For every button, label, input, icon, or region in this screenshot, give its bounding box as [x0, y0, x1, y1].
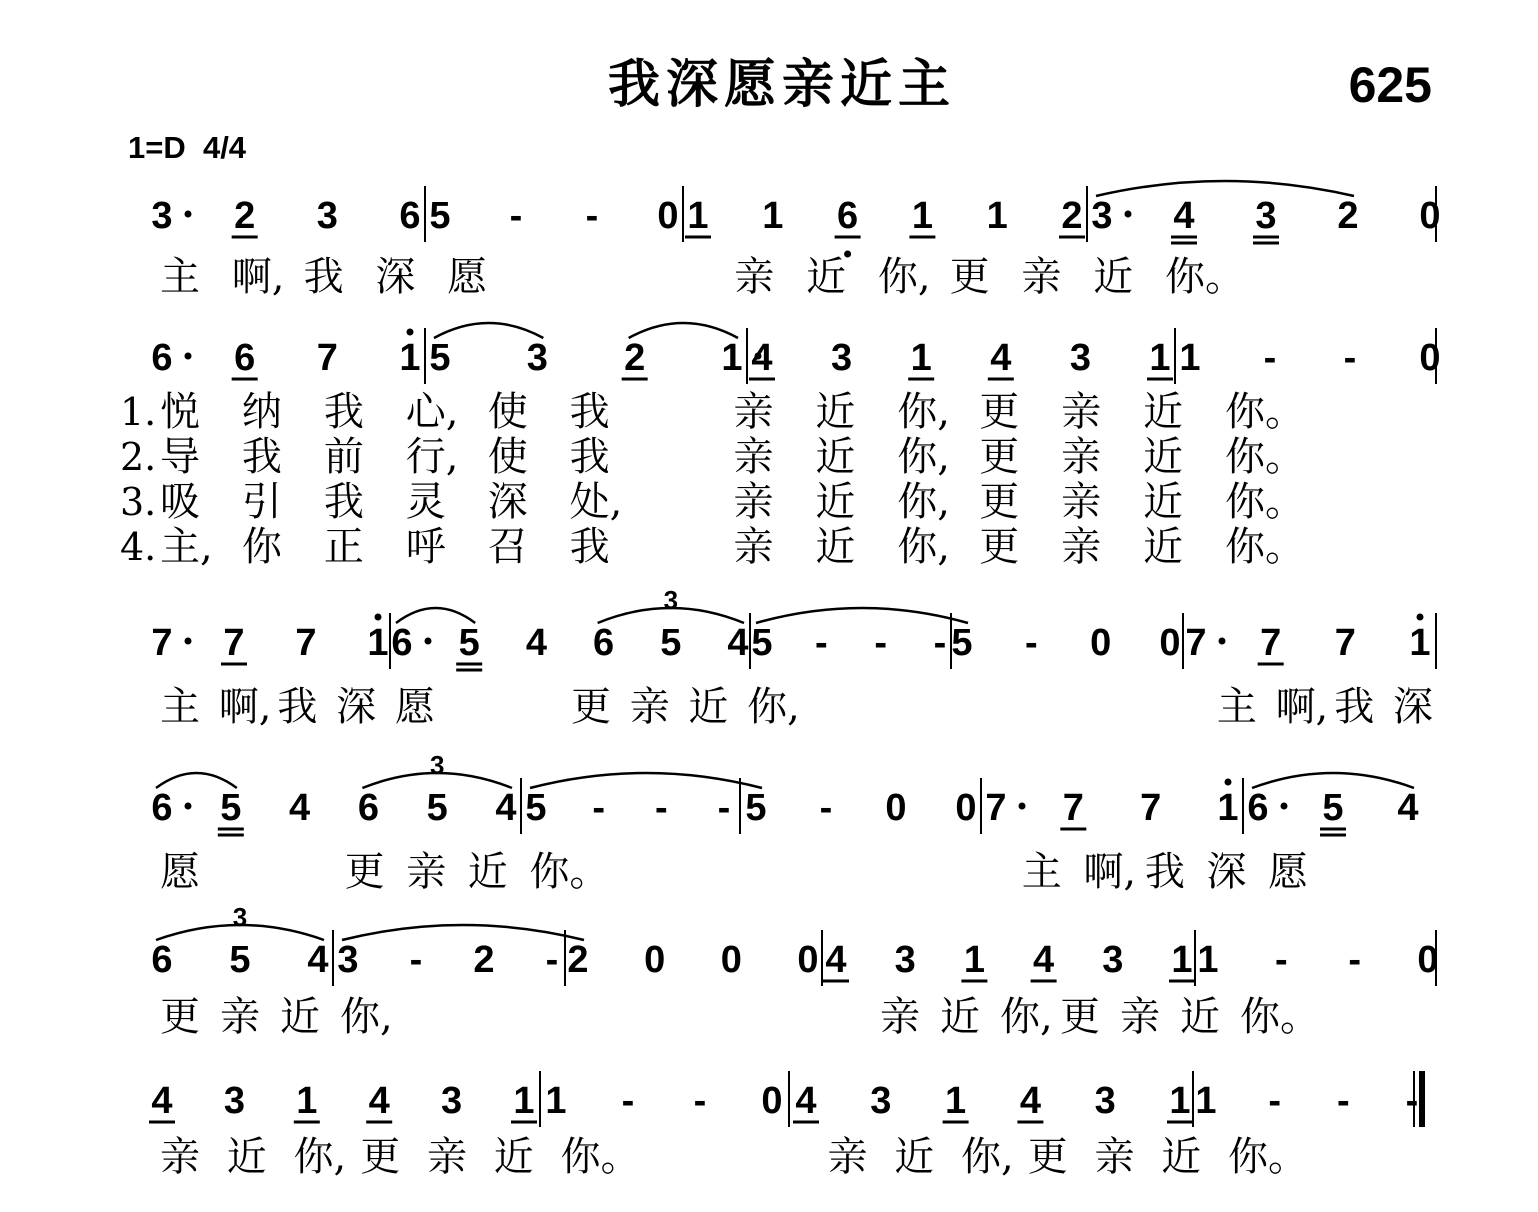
lyric-syllable: 你。	[1165, 254, 1245, 300]
note: -	[1275, 939, 1288, 981]
note: -	[815, 622, 828, 664]
system-6	[149, 1071, 1422, 1180]
note: -	[409, 939, 423, 981]
note: 5	[951, 622, 973, 664]
lyric-syllable: 纳	[241, 389, 282, 435]
note: 2	[1337, 195, 1359, 237]
augmentation-dot	[185, 353, 192, 360]
verse-number: 3.	[120, 480, 157, 524]
slur	[434, 323, 543, 338]
lyric-syllable: 呼	[405, 524, 446, 570]
note: 3	[223, 1080, 245, 1122]
verse-number: 2.	[120, 435, 157, 479]
lyric-syllable: 近	[1161, 1134, 1202, 1180]
note: 7	[985, 787, 1007, 829]
note: 1	[910, 337, 932, 379]
note: 3	[526, 337, 548, 379]
lyric-syllable: 你。	[1225, 389, 1305, 435]
note: -	[545, 939, 559, 981]
lyric-syllable: 近	[226, 1134, 267, 1180]
octave-dot-high	[1417, 614, 1424, 621]
lyric-syllable: 我	[1144, 849, 1185, 895]
note: -	[1025, 622, 1038, 664]
lyric-syllable: 你。	[529, 849, 610, 895]
note: 5	[229, 939, 251, 981]
note: 3	[831, 337, 853, 379]
lyric-syllable: 近	[688, 684, 729, 730]
lyric-syllable: 召	[487, 524, 528, 570]
note: 4	[990, 337, 1012, 379]
note: 7	[1185, 622, 1207, 664]
lyric-syllable: 引	[241, 479, 282, 525]
note: -	[874, 622, 887, 664]
lyric-syllable: 深	[487, 479, 528, 525]
note: 5	[458, 622, 480, 664]
system-4	[151, 750, 1418, 895]
lyric-syllable: 你。	[1228, 1134, 1308, 1180]
note: 1	[545, 1080, 567, 1122]
lyric-syllable: 更	[160, 994, 200, 1040]
note: 1	[296, 1080, 318, 1122]
augmentation-dot	[185, 211, 192, 218]
lyric-syllable: 愿	[447, 254, 488, 300]
triplet-mark: 3	[232, 902, 248, 932]
lyric-syllable: 主	[1021, 849, 1062, 895]
note: 2	[473, 939, 495, 981]
lyric-syllable: 亲	[427, 1134, 467, 1180]
lyric-syllable: 亲	[1061, 479, 1102, 525]
octave-dot-high	[1225, 779, 1232, 786]
note: 6	[357, 787, 379, 829]
lyric-syllable: 啊,	[231, 254, 285, 300]
lyric-syllable: 你,	[1000, 994, 1053, 1040]
lyric-syllable: 啊,	[1275, 684, 1329, 730]
note: -	[1263, 337, 1277, 379]
lyric-syllable: 近	[1180, 994, 1220, 1040]
lyric-syllable: 心,	[405, 389, 459, 435]
lyric-syllable: 近	[815, 524, 856, 570]
note: 3	[870, 1080, 892, 1122]
note: 1	[986, 195, 1008, 237]
lyric-syllable: 灵	[405, 479, 446, 525]
lyric-syllable: 近	[1143, 479, 1184, 525]
key-signature: 1=D 4/4	[128, 130, 247, 165]
note: 7	[1062, 787, 1084, 829]
lyric-syllable: 啊,	[218, 684, 272, 730]
lyric-syllable: 亲	[160, 1134, 200, 1180]
hymn-title: 我深愿亲近主	[607, 54, 957, 115]
lyric-syllable: 亲	[733, 389, 774, 435]
note: 4	[751, 337, 773, 379]
note: 0	[644, 939, 666, 981]
lyric-syllable: 更	[1060, 994, 1100, 1040]
lyric-syllable: 你,	[897, 434, 951, 480]
note: 1	[367, 622, 389, 664]
note: 1	[911, 195, 933, 237]
lyric-syllable: 亲	[1021, 254, 1062, 300]
note: -	[592, 787, 605, 829]
note: 7	[223, 622, 245, 664]
lyric-syllable: 你,	[877, 254, 931, 300]
note: 1	[513, 1080, 535, 1122]
note: 3	[894, 939, 916, 981]
lyric-syllable: 愿	[394, 684, 435, 730]
note: 5	[751, 622, 773, 664]
note: 5	[220, 787, 242, 829]
note: 1	[1409, 622, 1431, 664]
lyric-syllable: 更	[979, 479, 1020, 525]
lyric-syllable: 更	[979, 434, 1020, 480]
note: -	[655, 787, 668, 829]
lyric-syllable: 亲	[734, 254, 775, 300]
note: 1	[963, 939, 985, 981]
lyric-syllable: 亲	[1094, 1134, 1135, 1180]
slur	[396, 608, 475, 623]
note: 1	[399, 337, 421, 379]
note: 4	[151, 1080, 173, 1122]
note: 4	[1397, 787, 1419, 829]
note: -	[1268, 1080, 1281, 1122]
note: 3	[151, 195, 173, 237]
lyric-syllable: 更	[344, 849, 385, 895]
lyric-syllable: 处,	[569, 479, 623, 525]
augmentation-dot	[1125, 211, 1132, 218]
lyric-syllable: 你,	[747, 684, 800, 730]
note: 0	[1090, 622, 1112, 664]
note: 7	[295, 622, 317, 664]
note: 1	[1217, 787, 1239, 829]
note: 5	[1322, 787, 1344, 829]
system-5	[151, 902, 1438, 1040]
note: 3	[441, 1080, 463, 1122]
lyric-syllable: 我	[277, 684, 318, 730]
lyric-syllable: 我	[241, 434, 282, 480]
note: 1	[762, 195, 784, 237]
note: 5	[426, 787, 448, 829]
note: -	[1343, 337, 1357, 379]
augmentation-dot	[1019, 803, 1026, 810]
lyric-syllable: 近	[815, 389, 856, 435]
lyric-syllable: 近	[806, 254, 847, 300]
lyric-syllable: 正	[323, 524, 364, 570]
lyric-syllable: 你,	[340, 994, 393, 1040]
note: 0	[955, 787, 977, 829]
note: -	[1405, 1080, 1419, 1122]
system-3	[151, 585, 1436, 730]
lyric-syllable: 我	[569, 389, 610, 435]
note: 4	[825, 939, 847, 981]
lyric-syllable: 我	[323, 389, 364, 435]
lyric-syllable: 你,	[897, 479, 951, 525]
lyric-syllable: 亲	[629, 684, 670, 730]
lyric-syllable: 主	[1216, 684, 1257, 730]
note: 3	[1091, 195, 1113, 237]
lyric-syllable: 近	[940, 994, 980, 1040]
note: 6	[837, 195, 859, 237]
note: 6	[234, 337, 256, 379]
lyric-syllable: 更	[571, 684, 611, 730]
lyric-syllable: 愿	[1268, 849, 1308, 895]
lyric-syllable: 深	[1206, 849, 1247, 895]
note: 1	[1195, 1080, 1217, 1122]
lyric-syllable: 主,	[160, 524, 213, 570]
music-systems	[120, 181, 1441, 1180]
lyric-syllable: 更	[360, 1134, 401, 1180]
note: 6	[1247, 787, 1269, 829]
note: 1	[1149, 337, 1171, 379]
lyric-syllable: 你,	[897, 524, 951, 570]
note: 4	[1033, 939, 1055, 981]
note: 6	[399, 195, 421, 237]
note: 5	[429, 195, 451, 237]
lyric-syllable: 近	[815, 434, 856, 480]
note: 6	[151, 939, 173, 981]
lyric-syllable: 深	[375, 254, 416, 300]
slur	[342, 925, 584, 940]
note: 6	[151, 337, 173, 379]
note: 7	[1260, 622, 1282, 664]
slur	[156, 773, 237, 788]
slur	[1252, 773, 1414, 788]
lyric-syllable: 更	[1027, 1134, 1068, 1180]
note: 0	[1159, 622, 1181, 664]
note: 1	[1197, 939, 1219, 981]
lyric-syllable: 你。	[1240, 994, 1320, 1040]
note: 1	[1171, 939, 1193, 981]
lyric-syllable: 你,	[897, 389, 951, 435]
note: -	[693, 1080, 707, 1122]
lyric-syllable: 近	[467, 849, 508, 895]
note: -	[585, 195, 599, 237]
lyric-syllable: 亲	[880, 994, 920, 1040]
lyric-syllable: 我	[1334, 684, 1375, 730]
lyric-syllable: 近	[280, 994, 320, 1040]
lyric-syllable: 亲	[1061, 434, 1102, 480]
lyric-syllable: 你。	[1225, 434, 1305, 480]
lyric-syllable: 近	[1093, 254, 1134, 300]
augmentation-dot	[425, 638, 432, 645]
lyric-syllable: 吸	[160, 479, 200, 525]
note: 4	[289, 787, 311, 829]
lyric-syllable: 亲	[733, 524, 774, 570]
lyric-syllable: 你	[241, 524, 282, 570]
note: 0	[797, 939, 819, 981]
note: 1	[1169, 1080, 1191, 1122]
note: -	[1337, 1080, 1350, 1122]
note: -	[1348, 939, 1361, 981]
augmentation-dot	[1219, 638, 1226, 645]
note: 4	[1019, 1080, 1041, 1122]
note: 7	[151, 622, 173, 664]
note: 6	[391, 622, 413, 664]
note: 4	[525, 622, 547, 664]
note: 4	[368, 1080, 390, 1122]
note: 0	[720, 939, 742, 981]
system-2	[120, 323, 1441, 570]
slur	[629, 323, 738, 338]
note: 4	[727, 622, 749, 664]
slur	[1096, 181, 1354, 196]
lyric-syllable: 悦	[160, 389, 200, 435]
note: 3	[316, 195, 338, 237]
note: 4	[307, 939, 329, 981]
note: 0	[761, 1080, 783, 1122]
lyric-syllable: 更	[979, 524, 1020, 570]
note: 1	[945, 1080, 967, 1122]
lyric-syllable: 亲	[733, 479, 774, 525]
note: 5	[745, 787, 767, 829]
lyric-syllable: 亲	[220, 994, 260, 1040]
note: 3	[337, 939, 359, 981]
triplet-mark: 3	[663, 585, 679, 615]
lyric-syllable: 近	[1143, 389, 1184, 435]
note: 7	[1140, 787, 1162, 829]
note: 1	[721, 337, 743, 379]
note: 0	[1419, 195, 1441, 237]
note: 4	[795, 1080, 817, 1122]
lyric-syllable: 啊,	[1083, 849, 1137, 895]
lyric-syllable: 你。	[560, 1134, 641, 1180]
lyric-syllable: 我	[323, 479, 364, 525]
lyric-syllable: 亲	[1061, 389, 1102, 435]
note: 0	[1419, 337, 1441, 379]
note: -	[509, 195, 523, 237]
lyric-syllable: 我	[569, 434, 610, 480]
lyric-syllable: 亲	[1061, 524, 1102, 570]
lyric-syllable: 主	[160, 254, 200, 300]
note: 5	[525, 787, 547, 829]
note: 2	[1061, 195, 1083, 237]
system-1	[151, 181, 1440, 300]
lyric-syllable: 亲	[827, 1134, 868, 1180]
note: 3	[1102, 939, 1124, 981]
note: -	[933, 622, 947, 664]
lyric-syllable: 你,	[961, 1134, 1014, 1180]
note: 2	[234, 195, 256, 237]
lyric-syllable: 近	[894, 1134, 935, 1180]
lyric-syllable: 深	[1393, 684, 1433, 730]
lyric-syllable: 使	[487, 434, 528, 480]
lyric-syllable: 你,	[293, 1134, 347, 1180]
note: -	[621, 1080, 635, 1122]
note: -	[717, 787, 731, 829]
note: -	[819, 787, 833, 829]
lyric-syllable: 亲	[1120, 994, 1160, 1040]
note: 5	[660, 622, 682, 664]
note: 3	[1255, 195, 1277, 237]
lyric-syllable: 近	[493, 1134, 534, 1180]
verse-number: 1.	[120, 390, 157, 434]
slur	[756, 608, 968, 623]
note: 0	[657, 195, 679, 237]
octave-dot-high	[375, 614, 382, 621]
lyric-syllable: 使	[487, 389, 528, 435]
note: 3	[1069, 337, 1091, 379]
note: 7	[316, 337, 338, 379]
note: 2	[624, 337, 646, 379]
hymn-number: 625	[1348, 57, 1432, 113]
lyric-syllable: 前	[323, 434, 364, 480]
lyric-syllable: 亲	[733, 434, 774, 480]
note: 0	[885, 787, 907, 829]
lyric-syllable: 亲	[406, 849, 447, 895]
lyric-syllable: 我	[569, 524, 610, 570]
note: 1	[687, 195, 709, 237]
note: 7	[1334, 622, 1356, 664]
note: 6	[593, 622, 615, 664]
augmentation-dot	[185, 803, 192, 810]
lyric-syllable: 更	[979, 389, 1020, 435]
lyric-syllable: 导	[160, 434, 200, 480]
note: 6	[151, 787, 173, 829]
lyric-syllable: 近	[1143, 434, 1184, 480]
lyric-syllable: 主	[160, 684, 200, 730]
lyric-syllable: 近	[1143, 524, 1184, 570]
note: 4	[1173, 195, 1195, 237]
lyric-syllable: 我	[303, 254, 344, 300]
lyric-syllable: 愿	[160, 849, 200, 895]
lyric-syllable: 近	[815, 479, 856, 525]
lyric-syllable: 你。	[1225, 524, 1305, 570]
lyric-syllable: 深	[336, 684, 377, 730]
lyric-syllable: 行,	[405, 434, 459, 480]
note: 1	[1179, 337, 1201, 379]
octave-dot-high	[407, 329, 414, 336]
note: 4	[495, 787, 517, 829]
augmentation-dot	[185, 638, 192, 645]
lyric-syllable: 更	[949, 254, 990, 300]
note: 5	[429, 337, 451, 379]
augmentation-dot	[1281, 803, 1288, 810]
note: 3	[1094, 1080, 1116, 1122]
lyric-syllable: 你。	[1225, 479, 1305, 525]
note: 0	[1417, 939, 1439, 981]
note: 2	[567, 939, 589, 981]
triplet-mark: 3	[429, 750, 445, 780]
slur	[530, 773, 762, 788]
verse-number: 4.	[120, 525, 157, 569]
